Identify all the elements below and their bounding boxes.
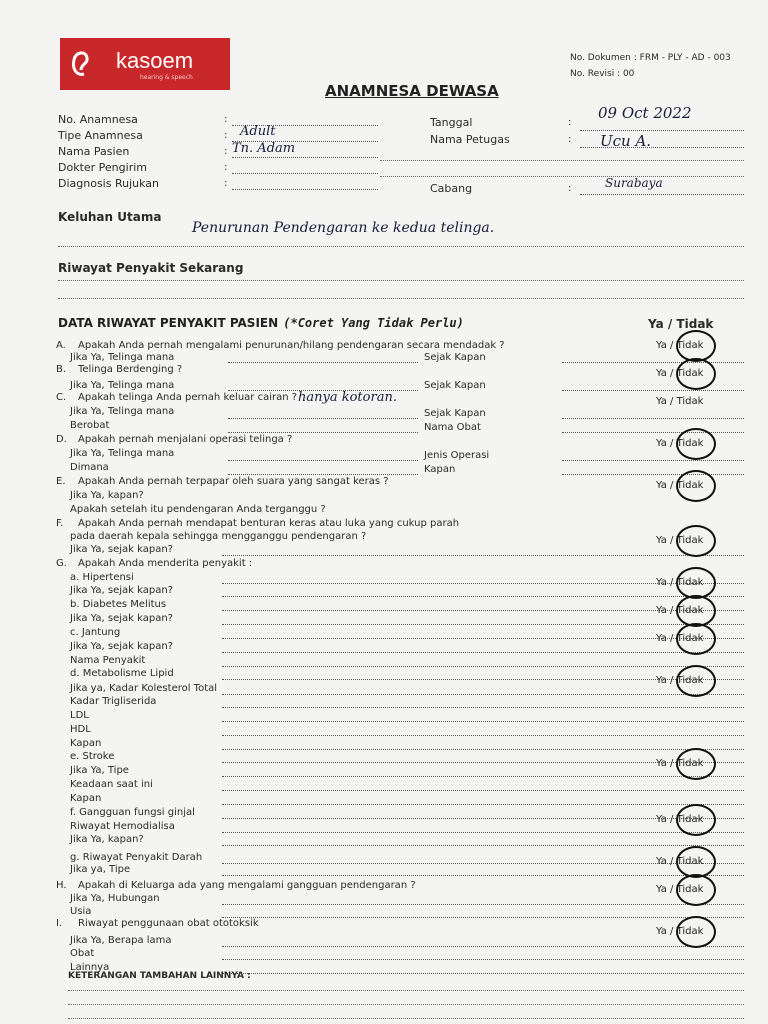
ya-tidak-option[interactable]: Ya / Tidak (656, 340, 704, 351)
keluhan-heading: Keluhan Utama (58, 210, 162, 224)
answer-line[interactable] (222, 946, 744, 947)
section-header (58, 312, 464, 331)
question-text: Jika Ya, Telinga mana (70, 448, 175, 459)
question-letter: D. (56, 434, 67, 445)
tidak-circle-mark (676, 874, 716, 906)
ya-tidak-option[interactable]: Ya / Tidak (656, 480, 704, 491)
field-input-line[interactable] (232, 189, 378, 190)
answer-line[interactable] (562, 460, 744, 461)
answer-line[interactable] (228, 418, 418, 419)
answer-line[interactable] (222, 596, 744, 597)
doc-revision: No. Revisi : 00 (570, 69, 635, 79)
petugas-value: Ucu A. (600, 132, 652, 150)
question-text: Jika Ya, sejak kapan? (70, 544, 173, 555)
ya-tidak-option[interactable]: Ya / Tidak (656, 814, 704, 825)
question-text: Kapan (70, 793, 102, 804)
answer-line[interactable] (222, 845, 744, 846)
secondary-label: Sejak Kapan (424, 408, 486, 419)
petugas-label: Nama Petugas (430, 133, 510, 146)
divider (380, 160, 744, 161)
field-label: Tipe Anamnesa (58, 129, 143, 142)
question-text: Usia (70, 906, 92, 917)
answer-line[interactable] (222, 721, 744, 722)
answer-line[interactable] (222, 875, 744, 876)
question-text: Nama Penyakit (70, 655, 146, 666)
divider (380, 176, 744, 177)
question-text: b. Diabetes Melitus (70, 599, 167, 610)
question-text: Jika Ya, Telinga mana (70, 406, 175, 417)
colon: : (224, 178, 228, 189)
brand-tagline: hearing & speech (140, 74, 193, 81)
kasoem-logo (60, 38, 230, 90)
cabang-label: Cabang (430, 182, 473, 195)
answer-line[interactable] (222, 707, 744, 708)
question-text: Jika Ya, kapan? (70, 490, 144, 501)
answer-line[interactable] (228, 474, 418, 475)
ya-tidak-option[interactable]: Ya / Tidak (656, 368, 704, 379)
tanggal-line[interactable] (580, 130, 744, 131)
tidak-circle-mark (676, 748, 716, 780)
answer-line[interactable] (562, 474, 744, 475)
answer-line[interactable] (222, 804, 744, 805)
question-text: Jika ya, Tipe (70, 864, 131, 875)
question-letter: E. (56, 476, 66, 487)
question-text: f. Gangguan fungsi ginjal (70, 807, 195, 818)
answer-line[interactable] (228, 432, 418, 433)
tidak-circle-mark (676, 804, 716, 836)
riwayat-sekarang-heading: Riwayat Penyakit Sekarang (58, 261, 244, 275)
ear-icon (68, 46, 90, 78)
answer-line[interactable] (562, 432, 744, 433)
nama-value: Tn. Adam (232, 141, 296, 156)
answer-line[interactable] (222, 790, 744, 791)
secondary-label: Sejak Kapan (424, 352, 486, 363)
field-input-line[interactable] (232, 157, 378, 158)
answer-line[interactable] (228, 362, 418, 363)
question-text: pada daerah kepala sehingga mengganggu pendengaran ? (70, 531, 367, 542)
keterangan-line (68, 990, 744, 991)
answer-line[interactable] (222, 694, 744, 695)
answer-line[interactable] (222, 832, 744, 833)
answer-line[interactable] (222, 735, 744, 736)
question-text: Lainnya (70, 962, 110, 973)
answer-line[interactable] (222, 555, 744, 556)
secondary-label: Kapan (424, 464, 456, 475)
ya-tidak-option[interactable]: Ya / Tidak (656, 605, 704, 616)
tidak-circle-mark (676, 470, 716, 502)
question-letter: I. (56, 918, 63, 929)
question-text: Jika Ya, Telinga mana (70, 352, 175, 363)
ya-tidak-option[interactable]: Ya / Tidak (656, 856, 704, 867)
colon: : (568, 183, 572, 194)
cabang-line[interactable] (580, 194, 744, 195)
question-text: c. Jantung (70, 627, 121, 638)
question-letter: C. (56, 392, 67, 403)
tidak-circle-mark (676, 916, 716, 948)
colon: : (224, 146, 228, 157)
question-text: a. Hipertensi (70, 572, 134, 583)
question-text: Jika Ya, Tipe (70, 765, 129, 776)
question-text: Apakah Anda pernah mendapat benturan keras atau luka yang cukup parah (78, 518, 460, 529)
page-title: ANAMNESA DEWASA (325, 82, 499, 100)
question-text: Riwayat Hemodialisa (70, 821, 175, 832)
doc-number: No. Dokumen : FRM - PLY - AD - 003 (570, 53, 731, 63)
question-text: Berobat (70, 420, 110, 431)
keterangan-line (68, 1004, 744, 1005)
tanggal-value: 09 Oct 2022 (598, 104, 692, 122)
tidak-circle-mark (676, 358, 716, 390)
keterangan-heading: KETERANGAN TAMBAHAN LAINNYA : (68, 971, 251, 981)
ya-tidak-option[interactable]: Ya / Tidak (656, 396, 704, 407)
colon: : (224, 130, 228, 141)
question-text: Apakah di Keluarga ada yang mengalami gangguan pendengaran ? (78, 880, 416, 891)
question-letter: B. (56, 364, 67, 375)
question-text: Jika Ya, Berapa lama (70, 935, 172, 946)
ya-tidak-header: Ya / Tidak (648, 317, 714, 331)
tidak-circle-mark (676, 525, 716, 557)
colon: : (568, 134, 572, 145)
question-text: LDL (70, 710, 89, 721)
secondary-label: Sejak Kapan (424, 380, 486, 391)
question-text: Keadaan saat ini (70, 779, 153, 790)
question-text: Jika ya, Kadar Kolesterol Total (70, 683, 218, 694)
question-text: Dimana (70, 462, 109, 473)
answer-line[interactable] (222, 904, 744, 905)
question-text: Jika Ya, Telinga mana (70, 380, 175, 391)
ya-tidak-option[interactable]: Ya / Tidak (656, 633, 704, 644)
riwayat-line (58, 298, 744, 299)
question-text: Obat (70, 948, 95, 959)
answer-line[interactable] (562, 418, 744, 419)
question-letter: G. (56, 558, 67, 569)
ya-tidak-option[interactable]: Ya / Tidak (656, 758, 704, 769)
colon: : (224, 114, 228, 125)
ya-tidak-option[interactable]: Ya / Tidak (656, 577, 704, 588)
question-letter: F. (56, 518, 64, 529)
riwayat-line (58, 280, 744, 281)
question-text: e. Stroke (70, 751, 115, 762)
field-label: Diagnosis Rujukan (58, 177, 160, 190)
keluhan-value: Penurunan Pendengaran ke kedua telinga. (192, 220, 495, 236)
field-label: Nama Pasien (58, 145, 130, 158)
answer-line[interactable] (222, 666, 744, 667)
question-text: Apakah telinga Anda pernah keluar cairan ? (78, 392, 298, 403)
answer-line[interactable] (222, 652, 744, 653)
question-text: Jika Ya, kapan? (70, 834, 144, 845)
tidak-circle-mark (676, 428, 716, 460)
question-text: d. Metabolisme Lipid (70, 668, 174, 679)
section-title: DATA RIWAYAT PENYAKIT PASIEN (58, 316, 279, 330)
question-text: Apakah pernah menjalani operasi telinga ? (78, 434, 293, 445)
question-letter: H. (56, 880, 67, 891)
brand-name: kasoem (116, 48, 194, 73)
keluhan-line (58, 246, 744, 247)
ya-tidak-option[interactable]: Ya / Tidak (656, 884, 704, 895)
answer-line[interactable] (222, 749, 744, 750)
secondary-label: Jenis Operasi (424, 450, 490, 461)
question-letter: A. (56, 340, 66, 351)
answer-line[interactable] (228, 460, 418, 461)
ya-tidak-option[interactable]: Ya / Tidak (656, 438, 704, 449)
question-text: Telinga Berdenging ? (78, 364, 183, 375)
cairan-value: hanya kotoran. (298, 390, 397, 405)
question-text: Apakah setelah itu pendengaran Anda terganggu ? (70, 504, 326, 515)
field-label: Dokter Pengirim (58, 161, 147, 174)
question-text: Kadar Trigliserida (70, 696, 157, 707)
section-note: (*Coret Yang Tidak Perlu) (283, 316, 464, 330)
answer-line[interactable] (562, 390, 744, 391)
keterangan-line (68, 1018, 744, 1019)
answer-line[interactable] (222, 973, 744, 974)
tidak-circle-mark (676, 623, 716, 655)
colon: : (224, 162, 228, 173)
cabang-value: Surabaya (605, 176, 663, 190)
question-text: g. Riwayat Penyakit Darah (70, 852, 203, 863)
tanggal-label: Tanggal (430, 116, 473, 129)
field-input-line[interactable] (232, 173, 378, 174)
answer-line[interactable] (222, 624, 744, 625)
question-text: Apakah Anda menderita penyakit : (78, 558, 253, 569)
question-text: Jika Ya, sejak kapan? (70, 585, 173, 596)
tipe-value: Adult (240, 124, 276, 139)
question-text: HDL (70, 724, 91, 735)
question-text: Riwayat penggunaan obat ototoksik (78, 918, 259, 929)
answer-line[interactable] (222, 959, 744, 960)
secondary-label: Nama Obat (424, 422, 481, 433)
ya-tidak-option[interactable]: Ya / Tidak (656, 675, 704, 686)
answer-line[interactable] (222, 917, 744, 918)
question-text: Apakah Anda pernah mengalami penurunan/hilang pendengaran secara mendadak ? (78, 340, 505, 351)
ya-tidak-option[interactable]: Ya / Tidak (656, 535, 704, 546)
answer-line[interactable] (222, 776, 744, 777)
question-text: Jika Ya, sejak kapan? (70, 613, 173, 624)
question-text: Apakah Anda pernah terpapar oleh suara yang sangat keras ? (78, 476, 389, 487)
ya-tidak-option[interactable]: Ya / Tidak (656, 926, 704, 937)
answer-line[interactable] (562, 362, 744, 363)
tidak-circle-mark (676, 665, 716, 697)
field-label: No. Anamnesa (58, 113, 138, 126)
question-text: Jika Ya, sejak kapan? (70, 641, 173, 652)
colon: : (568, 117, 572, 128)
question-text: Jika Ya, Hubungan (70, 893, 160, 904)
question-text: Kapan (70, 738, 102, 749)
